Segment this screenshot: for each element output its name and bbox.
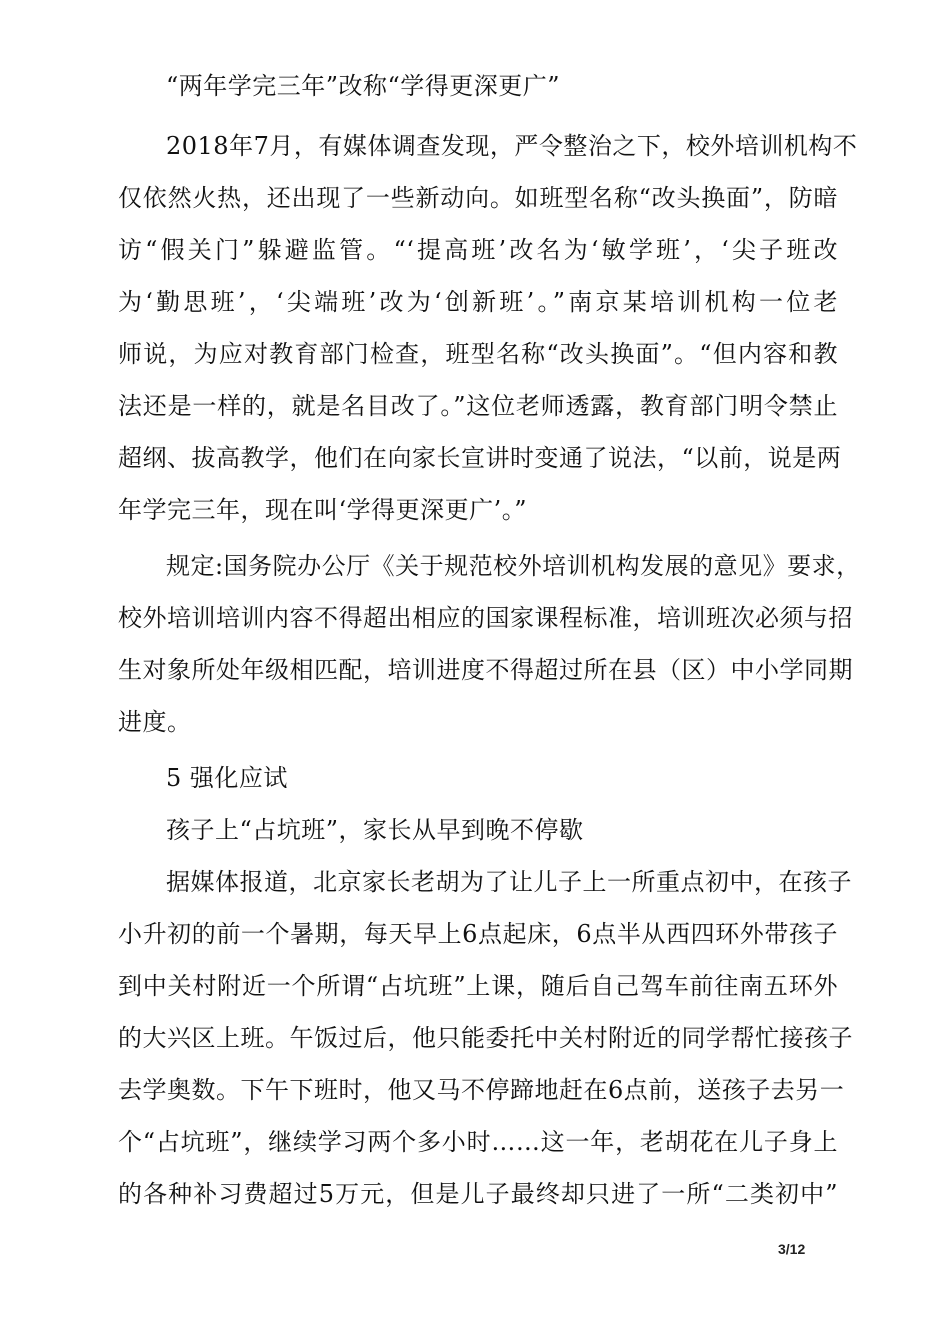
paragraph-line: 规定:国务院办公厅《关于规范校外培训机构发展的意见》要求，: [166, 552, 861, 580]
page-number: 3/12: [778, 1241, 806, 1257]
paragraph-line: 的各种补习费超过5万元，但是儿子最终却只进了一所“二类初中”: [118, 1180, 838, 1208]
section-subtitle: “两年学完三年”改称“学得更深更广”: [166, 72, 561, 100]
paragraph-line: 到中关村附近一个所谓“占坑班”上课，随后自己驾车前往南五环外: [118, 972, 838, 1000]
paragraph-line: 个“占坑班”，继续学习两个多小时……这一年，老胡花在儿子身上: [118, 1128, 838, 1156]
paragraph-line: 仅依然火热，还出现了一些新动向。如班型名称“改头换面”，防暗: [118, 184, 838, 212]
paragraph-line: 访“假关门”躲避监管。“‘提高班’改名为‘敏学班’，‘尖子班改: [118, 236, 838, 264]
paragraph-line: 进度。: [118, 708, 192, 736]
paragraph-line: 小升初的前一个暑期，每天早上6点起床，6点半从西四环外带孩子: [118, 920, 838, 948]
paragraph-line: 生对象所处年级相匹配，培训进度不得超过所在县（区）中小学同期: [118, 656, 853, 684]
paragraph-line: 年学完三年，现在叫‘学得更深更广’。”: [118, 496, 528, 524]
paragraph-line: 据媒体报道，北京家长老胡为了让儿子上一所重点初中，在孩子: [166, 868, 852, 896]
paragraph-line: 师说，为应对教育部门检查，班型名称“改头换面”。“但内容和教: [118, 340, 838, 368]
section-heading: 5 强化应试: [166, 764, 288, 792]
paragraph-line: 的大兴区上班。午饭过后，他只能委托中关村附近的同学帮忙接孩子: [118, 1024, 853, 1052]
paragraph-line: 2018年7月，有媒体调查发现，严令整治之下，校外培训机构不: [166, 132, 858, 160]
paragraph-line: 去学奥数。下午下班时，他又马不停蹄地赶在6点前，送孩子去另一: [118, 1076, 845, 1104]
paragraph-line: 校外培训培训内容不得超出相应的国家课程标准，培训班次必须与招: [118, 604, 853, 632]
section-subtitle: 孩子上“占坑班”，家长从早到晚不停歇: [166, 816, 584, 844]
paragraph-line: 法还是一样的，就是名目改了。”这位老师透露，教育部门明令禁止: [118, 392, 838, 420]
paragraph-line: 为‘勤思班’，‘尖端班’改为‘创新班’。”南京某培训机构一位老: [118, 288, 838, 316]
paragraph-line: 超纲、拔高教学，他们在向家长宣讲时变通了说法，“以前，说是两: [118, 444, 842, 472]
